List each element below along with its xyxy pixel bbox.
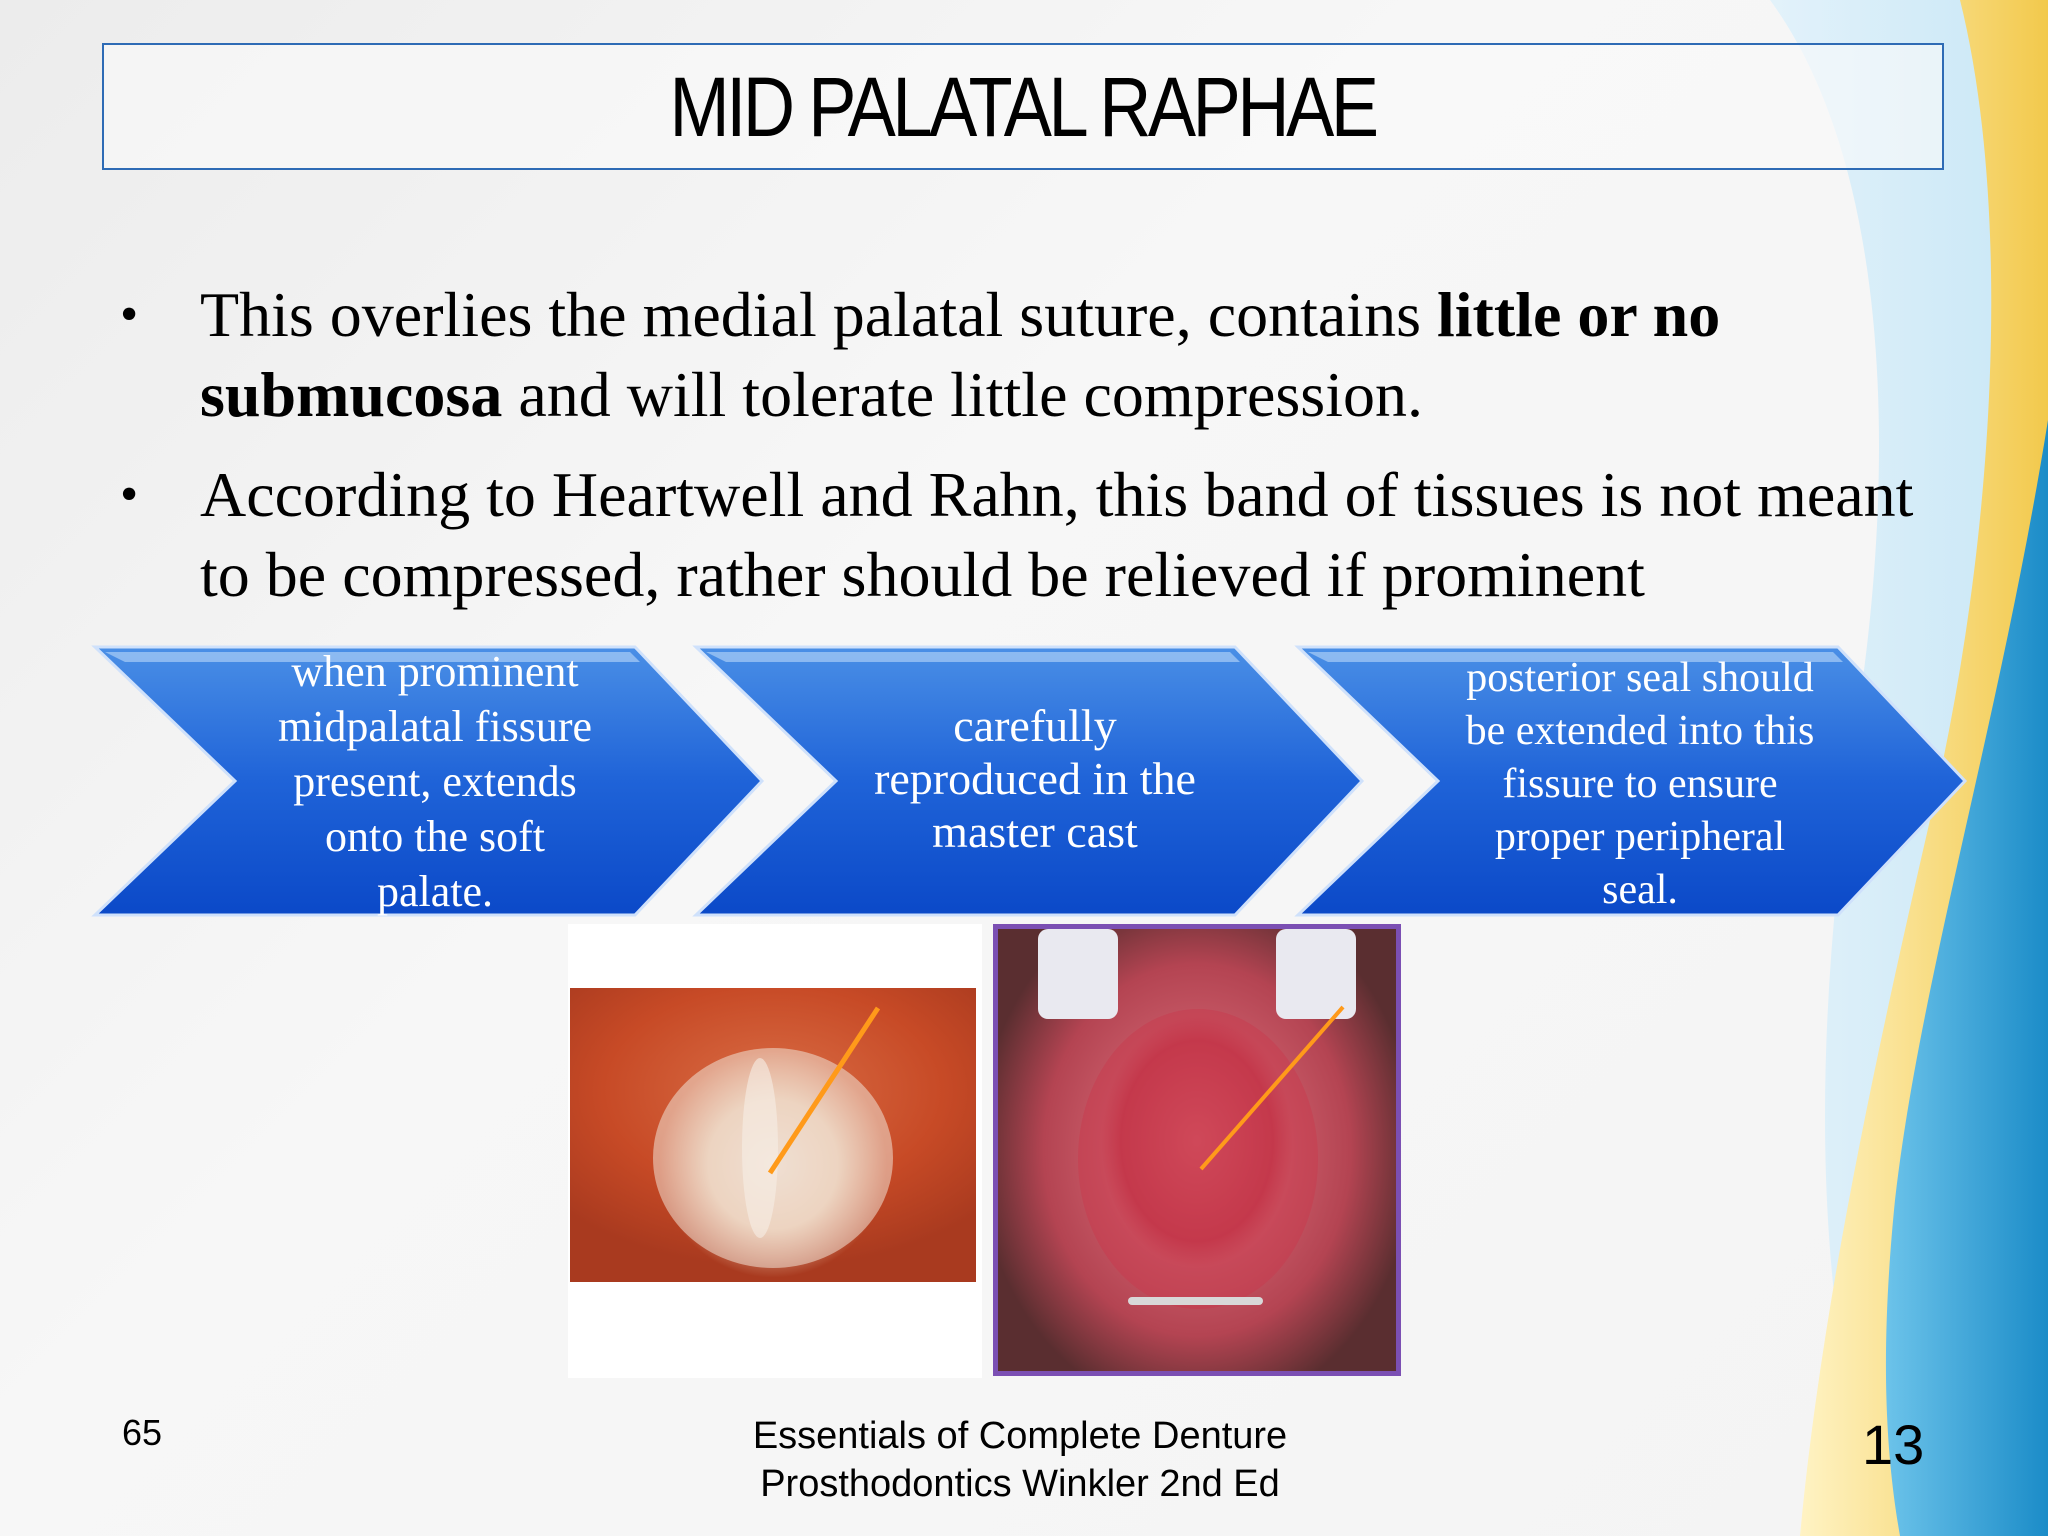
source-line: Prosthodontics Winkler 2nd Ed [760, 1463, 1280, 1505]
step-line: seal. [1602, 867, 1678, 913]
footer-source [700, 1412, 1340, 1508]
bullet-text: According to Heartwell and Rahn, this band of tissues is not meant to be compressed, rather should be relieved if prominent [200, 459, 1914, 610]
bullet-dot-icon: • [120, 286, 139, 343]
step-line: master cast [932, 806, 1138, 857]
step-line: midpalatal fissure [277, 702, 592, 751]
step-line: carefully [953, 700, 1117, 751]
slide-title: MID PALATAL RAPHAE [669, 59, 1377, 154]
palate-photo-left [570, 988, 976, 1282]
step-line: posterior seal should [1466, 655, 1814, 701]
process-step-1-text [240, 644, 630, 919]
step-line: be extended into this [1465, 708, 1815, 754]
bullet-text-part: This overlies the medial palatal suture, contains [200, 279, 1437, 350]
step-line: onto the soft [325, 812, 545, 861]
bullet-dot-icon: • [120, 466, 139, 523]
source-line: Essentials of Complete Denture [752, 1415, 1288, 1457]
palate-photo-right-image [998, 929, 1396, 1371]
step-line: present, extends [293, 757, 577, 806]
step-line: proper peripheral [1494, 814, 1786, 860]
process-step-2-text [840, 699, 1230, 858]
bullet-text-part: and will tolerate little compression. [502, 359, 1423, 430]
bullet-bold-text: little or no submucosa [200, 279, 1721, 430]
step-line: when prominent [291, 647, 579, 696]
step-line: fissure to ensure [1502, 761, 1778, 807]
slide-left-number: 65 [122, 1412, 163, 1453]
step-line: reproduced in the [874, 753, 1196, 804]
page-number: 13 [1862, 1413, 1925, 1476]
step-line: palate. [376, 867, 494, 916]
process-step-3-text [1420, 652, 1860, 917]
palate-photo-right [993, 924, 1401, 1376]
